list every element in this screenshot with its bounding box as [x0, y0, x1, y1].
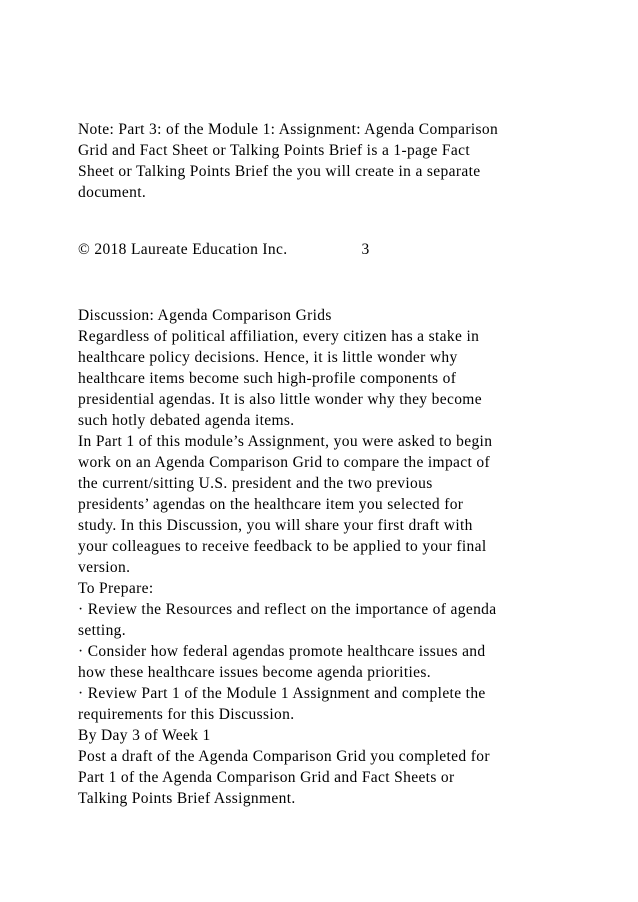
discussion-line: Post a draft of the Agenda Comparison Grid you completed for: [78, 748, 490, 765]
discussion-line: Talking Points Brief Assignment.: [78, 790, 296, 807]
discussion-line: presidents’ agendas on the healthcare item you selected for: [78, 496, 464, 513]
note-line: document.: [78, 184, 147, 201]
discussion-line: healthcare policy decisions. Hence, it is little wonder why: [78, 349, 458, 366]
discussion-line: Regardless of political affiliation, every citizen has a stake in: [78, 328, 480, 345]
footer-line: [78, 239, 578, 260]
bullet-line: · Review the Resources and reflect on the importance of agenda: [78, 601, 497, 618]
bullet-line: how these healthcare issues become agenda priorities.: [78, 664, 431, 681]
bullet-line: · Review Part 1 of the Module 1 Assignment and complete the: [78, 685, 486, 702]
due-date-heading: By Day 3 of Week 1: [78, 727, 211, 744]
discussion-line: healthcare items become such high-profile components of: [78, 370, 457, 387]
discussion-line: the current/sitting U.S. president and the two previous: [78, 475, 433, 492]
discussion-line: study. In this Discussion, you will share your first draft with: [78, 517, 473, 534]
discussion-line: your colleagues to receive feedback to be applied to your final: [78, 538, 487, 555]
discussion-line: Part 1 of the Agenda Comparison Grid and Fact Sheets or: [78, 769, 455, 786]
note-paragraph: [78, 119, 578, 203]
bullet-line: · Consider how federal agendas promote healthcare issues and: [78, 643, 486, 660]
page-footer: [78, 239, 578, 260]
to-prepare-heading: To Prepare:: [78, 580, 154, 597]
discussion-section: [78, 305, 578, 809]
bullet-line: requirements for this Discussion.: [78, 706, 295, 723]
note-line: Grid and Fact Sheet or Talking Points Brief is a 1-page Fact: [78, 142, 470, 159]
discussion-line: version.: [78, 559, 131, 576]
discussion-line: work on an Agenda Comparison Grid to compare the impact of: [78, 454, 491, 471]
copyright-text: © 2018 Laureate Education Inc.: [78, 241, 288, 258]
page-number: 3: [361, 241, 370, 258]
bullet-line: setting.: [78, 622, 127, 639]
discussion-line: such hotly debated agenda items.: [78, 412, 295, 429]
note-line: Note: Part 3: of the Module 1: Assignment: Agenda Comparison: [78, 121, 499, 138]
discussion-line: In Part 1 of this module’s Assignment, you were asked to begin: [78, 433, 493, 450]
discussion-line: presidential agendas. It is also little wonder why they become: [78, 391, 482, 408]
note-line: Sheet or Talking Points Brief the you will create in a separate: [78, 163, 481, 180]
discussion-heading: Discussion: Agenda Comparison Grids: [78, 307, 332, 324]
